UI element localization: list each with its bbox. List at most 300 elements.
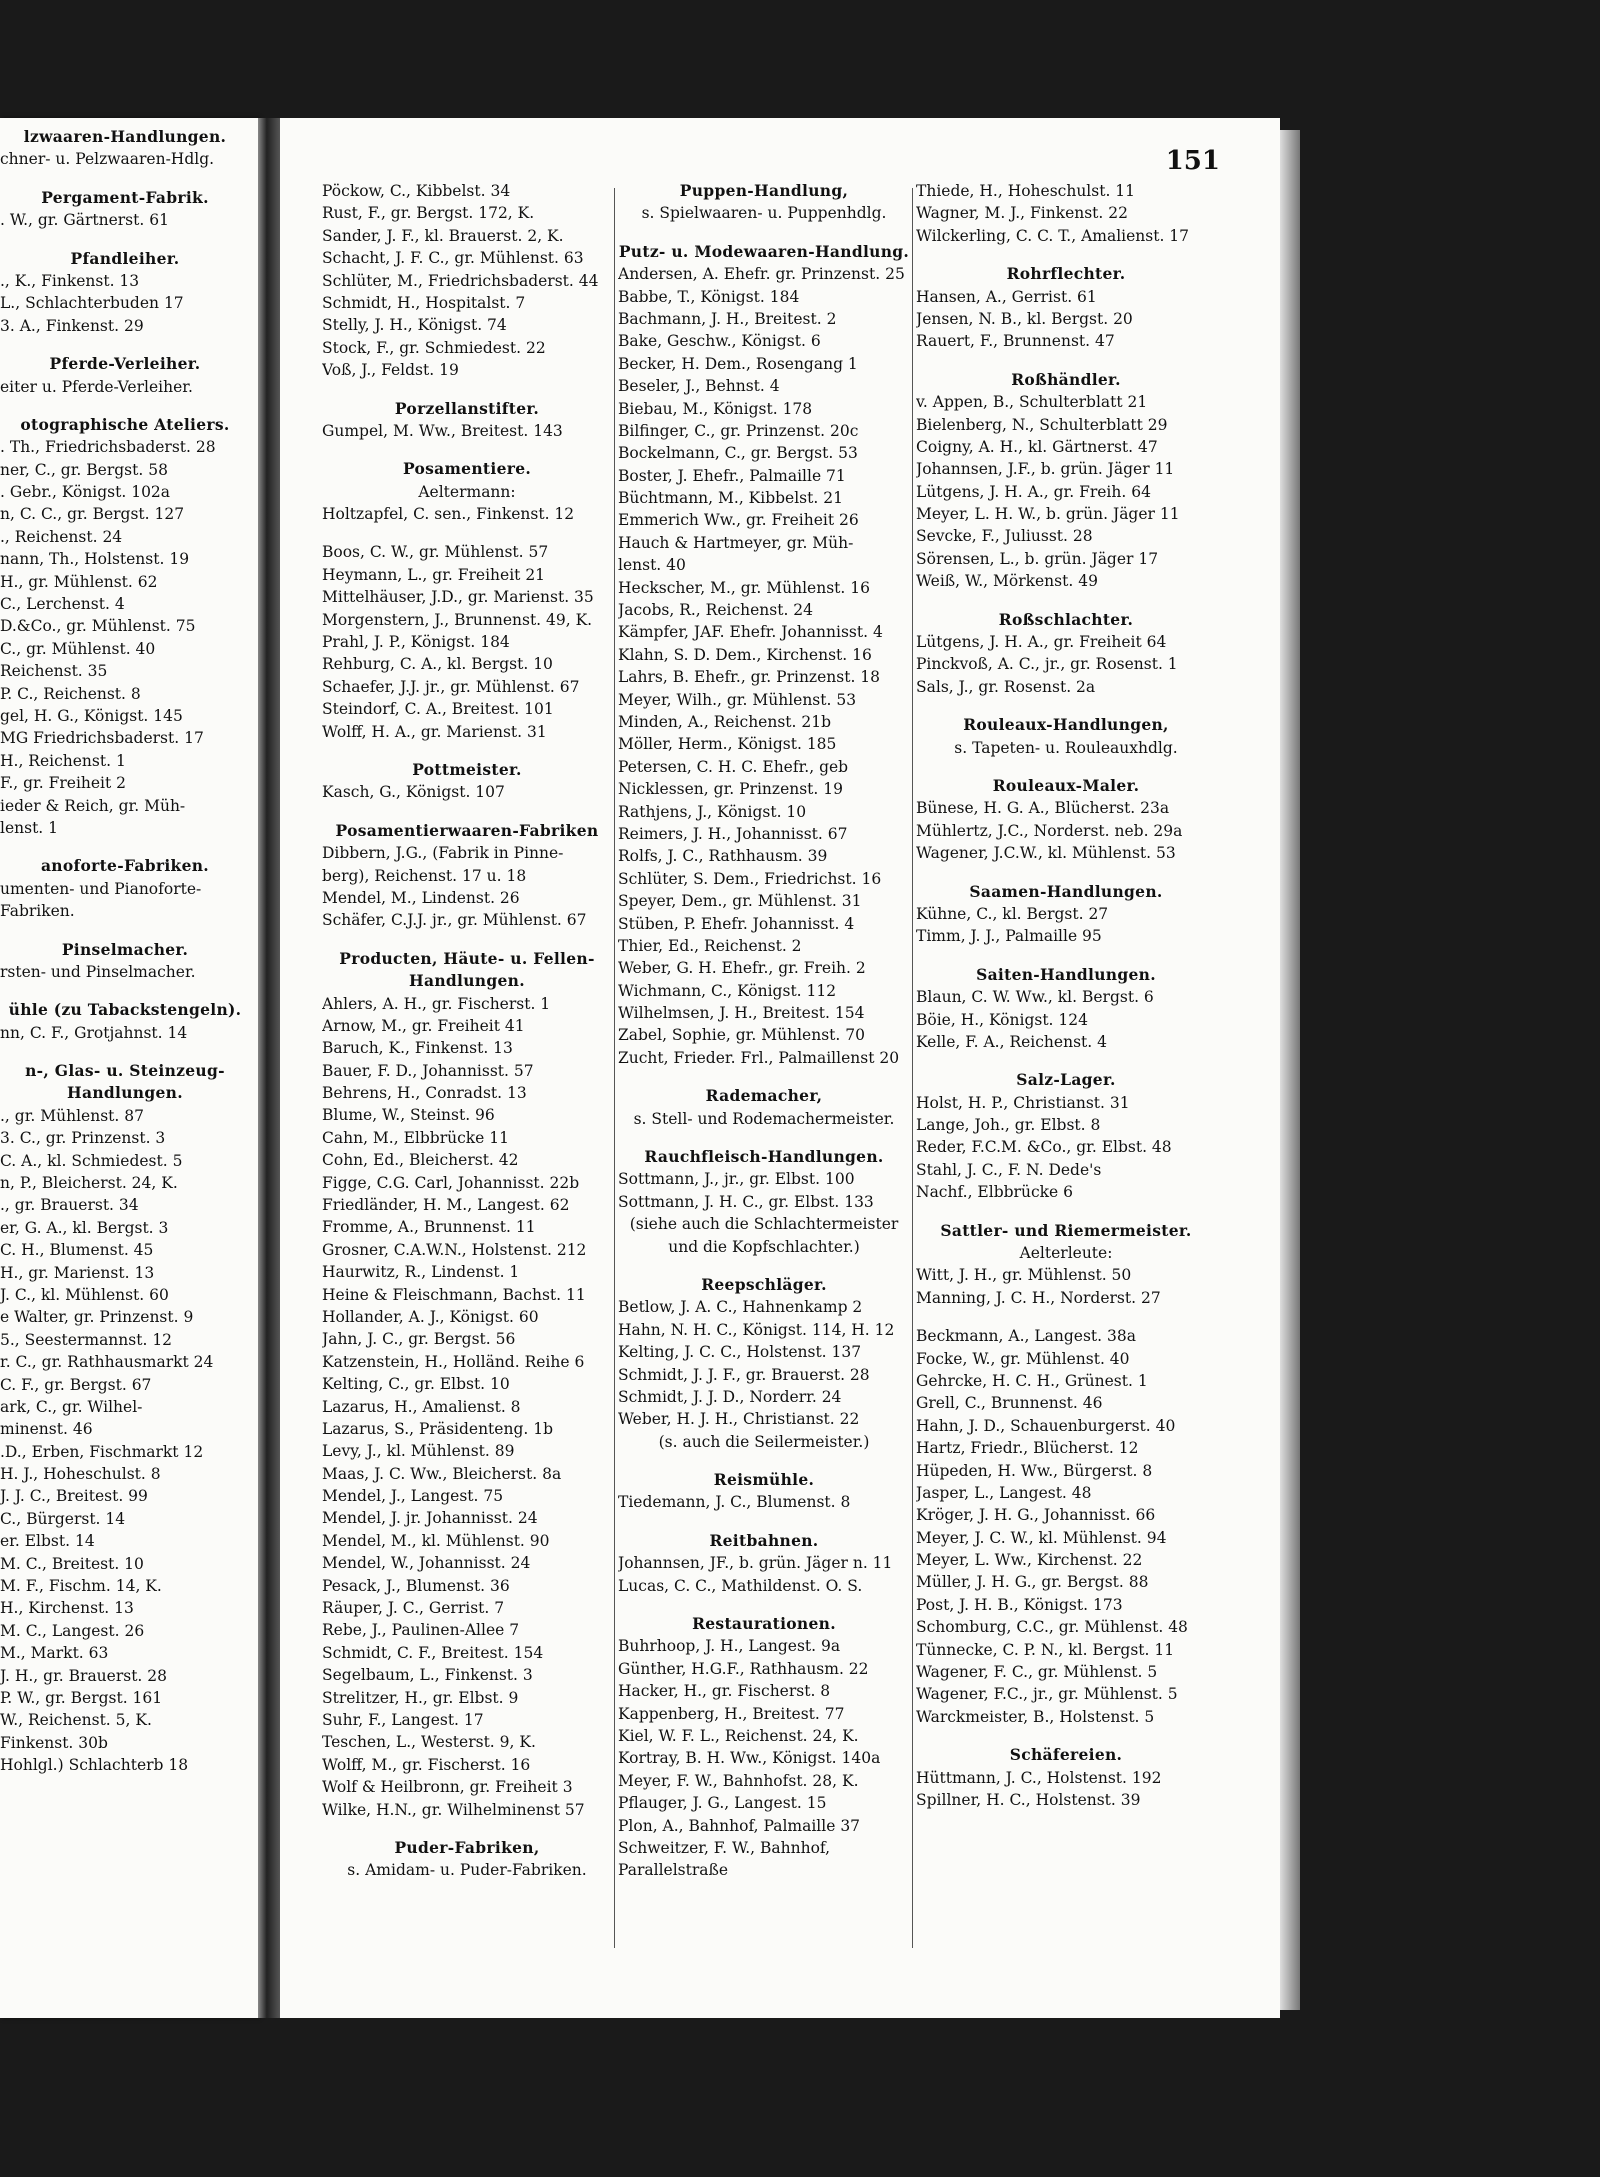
section-heading: Rouleaux-Handlungen, <box>963 715 1169 735</box>
directory-entry: Bilfinger, C., gr. Prinzenst. 20c <box>618 421 859 440</box>
directory-entry: Wolf & Heilbronn, gr. Freiheit 3 <box>322 1778 573 1797</box>
directory-entry: er, G. A., kl. Bergst. 3 <box>0 1218 169 1237</box>
directory-entry: F., gr. Freiheit 2 <box>0 774 127 793</box>
directory-entry: ., Reichenst. 24 <box>0 527 123 546</box>
directory-entry: Jahn, J. C., gr. Bergst. 56 <box>322 1330 516 1349</box>
section-heading: otographische Ateliers. <box>20 414 230 434</box>
directory-entry: Sals, J., gr. Rosenst. 2a <box>916 677 1096 696</box>
spacer <box>916 1053 1216 1069</box>
spacer <box>916 247 1216 263</box>
directory-entry: Figge, C.G. Carl, Johannisst. 22b <box>322 1173 580 1192</box>
directory-entry: Johannsen, JF., b. grün. Jäger n. 11 <box>618 1554 893 1573</box>
section-heading: n-, Glas- u. Steinzeug- <box>25 1061 225 1081</box>
directory-entry: Kühne, C., kl. Bergst. 27 <box>916 904 1109 923</box>
directory-entry: C. H., Blumenst. 45 <box>0 1241 154 1260</box>
directory-entry: MG Friedrichsbaderst. 17 <box>0 729 204 748</box>
directory-entry: Warckmeister, B., Holstenst. 5 <box>916 1707 1155 1726</box>
directory-entry: Kortray, B. H. Ww., Königst. 140a <box>618 1749 881 1768</box>
spacer <box>618 1258 910 1274</box>
directory-entry: Arnow, M., gr. Freiheit 41 <box>322 1016 525 1035</box>
spacer <box>322 442 612 458</box>
section-heading: Reismühle. <box>713 1470 815 1490</box>
directory-entry: Finkenst. 30b <box>0 1733 108 1752</box>
directory-entry: Kasch, G., Königst. 107 <box>322 783 505 802</box>
section-heading: Schäfereien. <box>1009 1745 1123 1765</box>
directory-entry: Biebau, M., Königst. 178 <box>618 399 813 418</box>
directory-entry: L., Schlachterbuden 17 <box>0 294 184 313</box>
directory-entry: Bake, Geschw., Königst. 6 <box>618 332 821 351</box>
spacer <box>0 337 250 353</box>
section-note: s. Stell- und Rodemachermeister. <box>633 1109 895 1128</box>
section-heading: Salz-Lager. <box>1016 1070 1116 1090</box>
directory-entry: Holst, H. P., Christianst. 31 <box>916 1093 1130 1112</box>
section-heading: Handlungen. <box>67 1083 183 1103</box>
directory-entry: M. C., Breitest. 10 <box>0 1554 144 1573</box>
directory-entry: Timm, J. J., Palmaille 95 <box>916 927 1102 946</box>
spacer <box>0 232 250 248</box>
section-heading: Handlungen. <box>409 971 525 991</box>
column-divider <box>912 188 913 1948</box>
section-heading: Porzellanstifter. <box>394 398 540 418</box>
directory-entry: Wagner, M. J., Finkenst. 22 <box>916 204 1128 223</box>
section-heading: Rauchfleisch-Handlungen. <box>644 1147 884 1167</box>
section-heading: Pfandleiher. <box>70 248 180 268</box>
directory-entry: ., K., Finkenst. 13 <box>0 271 140 290</box>
directory-entry: Sottmann, J. H. C., gr. Elbst. 133 <box>618 1192 874 1211</box>
directory-entry: Schaefer, J.J. jr., gr. Mühlenst. 67 <box>322 677 580 696</box>
directory-entry: Bachmann, J. H., Breitest. 2 <box>618 309 837 328</box>
section-note: s. Spielwaaren- u. Puppenhdlg. <box>641 204 887 223</box>
directory-entry: Wagener, F.C., jr., gr. Mühlenst. 5 <box>916 1685 1178 1704</box>
directory-entry: Grosner, C.A.W.N., Holstenst. 212 <box>322 1240 587 1259</box>
directory-entry: lenst. 40 <box>618 556 686 575</box>
page-edge <box>1280 130 1300 2010</box>
directory-entry: Jacobs, R., Reichenst. 24 <box>618 601 814 620</box>
section-heading: Pergament-Fabrik. <box>41 187 209 207</box>
directory-entry: chner- u. Pelzwaaren-Hdlg. <box>0 150 215 169</box>
directory-entry: Kelting, J. C. C., Holstenst. 137 <box>618 1343 862 1362</box>
directory-entry: Andersen, A. Ehefr. gr. Prinzenst. 25 <box>618 265 905 284</box>
directory-entry: Hahn, J. D., Schauenburgerst. 40 <box>916 1416 1176 1435</box>
directory-entry: Kröger, J. H. G., Johannisst. 66 <box>916 1506 1156 1525</box>
directory-entry: nn, C. F., Grotjahnst. 14 <box>0 1023 188 1042</box>
spacer <box>916 759 1216 775</box>
section-note: (siehe auch die Schlachtermeister <box>629 1215 899 1234</box>
directory-entry: Plon, A., Bahnhof, Palmaille 37 <box>618 1816 861 1835</box>
directory-entry: Meyer, F. W., Bahnhofst. 28, K. <box>618 1771 859 1790</box>
directory-entry: H., Kirchenst. 13 <box>0 1599 134 1618</box>
directory-entry: 3. C., gr. Prinzenst. 3 <box>0 1129 166 1148</box>
directory-column-1 <box>322 180 612 1882</box>
section-heading: Roßhändler. <box>1011 369 1121 389</box>
directory-entry: H., gr. Marienst. 13 <box>0 1263 155 1282</box>
section-note: s. Amidam- u. Puder-Fabriken. <box>347 1861 587 1880</box>
directory-entry: Klahn, S. D. Dem., Kirchenst. 16 <box>618 645 872 664</box>
directory-entry: Pflauger, J. G., Langest. 15 <box>618 1794 827 1813</box>
directory-entry: 3. A., Finkenst. 29 <box>0 316 144 335</box>
directory-entry: Hüpeden, H. Ww., Bürgerst. 8 <box>916 1461 1153 1480</box>
section-heading: Saiten-Handlungen. <box>976 964 1156 984</box>
section-heading: Rohrflechter. <box>1006 264 1126 284</box>
directory-entry: Rebe, J., Paulinen-Allee 7 <box>322 1621 520 1640</box>
directory-entry: Schmidt, H., Hospitalst. 7 <box>322 293 526 312</box>
directory-entry: J. C., kl. Mühlenst. 60 <box>0 1285 169 1304</box>
directory-entry: Grell, C., Brunnenst. 46 <box>916 1394 1103 1413</box>
spacer <box>916 1309 1216 1325</box>
directory-entry: H., gr. Mühlenst. 62 <box>0 572 158 591</box>
directory-entry: Meyer, J. C. W., kl. Mühlenst. 94 <box>916 1528 1167 1547</box>
directory-entry: Johannsen, J.F., b. grün. Jäger 11 <box>916 460 1175 479</box>
directory-entry: Schmidt, J. J. F., gr. Brauerst. 28 <box>618 1365 870 1384</box>
directory-entry: Fromme, A., Brunnenst. 11 <box>322 1218 536 1237</box>
directory-entry: Weiß, W., Mörkenst. 49 <box>916 572 1098 591</box>
directory-entry: ., gr. Mühlenst. 87 <box>0 1106 144 1125</box>
directory-entry: .D., Erben, Fischmarkt 12 <box>0 1442 204 1461</box>
spacer <box>916 593 1216 609</box>
directory-entry: Behrens, H., Conradst. 13 <box>322 1084 527 1103</box>
directory-entry: Gumpel, M. Ww., Breitest. 143 <box>322 421 563 440</box>
directory-entry: Schomburg, C.C., gr. Mühlenst. 48 <box>916 1618 1188 1637</box>
directory-entry: ark, C., gr. Wilhel- <box>0 1397 143 1416</box>
directory-entry: Ahlers, A. H., gr. Fischerst. 1 <box>322 994 551 1013</box>
directory-entry: J. H., gr. Brauerst. 28 <box>0 1666 168 1685</box>
section-heading: Roßschlachter. <box>998 609 1134 629</box>
directory-entry: Kelle, F. A., Reichenst. 4 <box>916 1032 1107 1051</box>
directory-entry: er. Elbst. 14 <box>0 1532 95 1551</box>
directory-entry: Schlüter, M., Friedrichsbaderst. 44 <box>322 271 599 290</box>
directory-entry: Levy, J., kl. Mühlenst. 89 <box>322 1442 515 1461</box>
directory-entry: Minden, A., Reichenst. 21b <box>618 712 832 731</box>
directory-entry: Holtzapfel, C. sen., Finkenst. 12 <box>322 505 575 524</box>
section-heading: Producten, Häute- u. Fellen- <box>339 948 595 968</box>
directory-entry: Blume, W., Steinst. 96 <box>322 1106 495 1125</box>
directory-entry: H. J., Hoheschulst. 8 <box>0 1465 161 1484</box>
directory-entry: Schacht, J. F. C., gr. Mühlenst. 63 <box>322 249 584 268</box>
directory-entry: Katzenstein, H., Holländ. Reihe 6 <box>322 1352 585 1371</box>
spacer <box>618 225 910 241</box>
directory-entry: minenst. 46 <box>0 1420 93 1439</box>
directory-entry: H., Reichenst. 1 <box>0 751 126 770</box>
spacer <box>0 171 250 187</box>
directory-entry: r. C., gr. Rathhausmarkt 24 <box>0 1353 214 1372</box>
spacer <box>618 1130 910 1146</box>
directory-entry: Rust, F., gr. Bergst. 172, K. <box>322 204 535 223</box>
section-heading: lzwaaren-Handlungen. <box>23 127 227 146</box>
directory-entry: Spillner, H. C., Holstenst. 39 <box>916 1791 1141 1809</box>
directory-entry: Emmerich Ww., gr. Freiheit 26 <box>618 511 859 530</box>
section-heading: Rademacher, <box>705 1086 823 1106</box>
directory-entry: Bockelmann, C., gr. Bergst. 53 <box>618 444 858 463</box>
directory-entry: v. Appen, B., Schulterblatt 21 <box>916 393 1148 412</box>
directory-entry: Prahl, J. P., Königst. 184 <box>322 633 510 652</box>
directory-entry: Wolff, M., gr. Fischerst. 16 <box>322 1755 531 1774</box>
section-heading: ühle (zu Tabackstengeln). <box>8 1000 242 1020</box>
directory-entry: Hohlgl.) Schlachterb 18 <box>0 1756 189 1775</box>
directory-entry: D.&Co., gr. Mühlenst. 75 <box>0 617 196 636</box>
directory-entry: . W., gr. Gärtnerst. 61 <box>0 211 169 230</box>
directory-entry: Heine & Fleischmann, Bachst. 11 <box>322 1285 586 1304</box>
directory-entry: Jasper, L., Langest. 48 <box>916 1483 1092 1502</box>
section-note: und die Kopfschlachter.) <box>668 1237 860 1256</box>
directory-entry: Reimers, J. H., Johannisst. 67 <box>618 824 848 843</box>
directory-entry: M. F., Fischm. 14, K. <box>0 1577 162 1596</box>
directory-entry: berg), Reichenst. 17 u. 18 <box>322 866 527 885</box>
directory-entry: Rauert, F., Brunnenst. 47 <box>916 332 1115 351</box>
directory-entry: Dibbern, J.G., (Fabrik in Pinne- <box>322 844 564 863</box>
spacer <box>0 923 250 939</box>
section-heading: Pinselmacher. <box>61 939 189 959</box>
directory-entry: Cohn, Ed., Bleicherst. 42 <box>322 1151 519 1170</box>
directory-entry: Rolfs, J. C., Rathhausm. 39 <box>618 847 828 866</box>
directory-entry: Wagener, F. C., gr. Mühlenst. 5 <box>916 1663 1158 1682</box>
directory-entry: Meyer, L. Ww., Kirchenst. 22 <box>916 1551 1143 1570</box>
directory-entry: . Gebr., Königst. 102a <box>0 483 171 502</box>
directory-entry: Lucas, C. C., Mathildenst. O. S. <box>618 1576 863 1595</box>
directory-entry: Nachf., Elbbrücke 6 <box>916 1183 1073 1202</box>
directory-entry: Rathjens, J., Königst. 10 <box>618 802 807 821</box>
spacer <box>322 804 612 820</box>
section-heading: Rouleaux-Maler. <box>992 775 1140 795</box>
directory-entry: Lange, Joh., gr. Elbst. 8 <box>916 1116 1101 1135</box>
directory-entry: Weber, G. H. Ehefr., gr. Freih. 2 <box>618 959 866 978</box>
directory-entry: lenst. 1 <box>0 818 59 837</box>
directory-entry: Mendel, M., kl. Mühlenst. 90 <box>322 1531 550 1550</box>
directory-entry: Segelbaum, L., Finkenst. 3 <box>322 1666 533 1685</box>
section-heading: Puppen-Handlung, <box>679 181 849 200</box>
directory-entry: Witt, J. H., gr. Mühlenst. 50 <box>916 1266 1132 1285</box>
directory-entry: Manning, J. C. H., Norderst. 27 <box>916 1288 1161 1307</box>
directory-entry: Beckmann, A., Langest. 38a <box>916 1327 1136 1346</box>
directory-entry: Fabriken. <box>0 902 75 921</box>
directory-entry: Hahn, N. H. C., Königst. 114, H. 12 <box>618 1320 895 1339</box>
section-heading: Reepschläger. <box>701 1274 827 1294</box>
directory-entry: Sottmann, J., jr., gr. Elbst. 100 <box>618 1170 855 1189</box>
directory-entry: Gehrcke, H. C. H., Grünest. 1 <box>916 1371 1148 1390</box>
directory-entry: rsten- und Pinselmacher. <box>0 962 196 981</box>
spacer <box>0 1044 250 1060</box>
directory-entry: n, C. C., gr. Bergst. 127 <box>0 505 185 524</box>
directory-entry: Reder, F.C.M. &Co., gr. Elbst. 48 <box>916 1138 1172 1157</box>
directory-entry: Steindorf, C. A., Breitest. 101 <box>322 700 554 719</box>
directory-entry: ieder & Reich, gr. Müh- <box>0 796 186 815</box>
spacer <box>618 1453 910 1469</box>
section-note: s. Tapeten- u. Rouleauxhdlg. <box>954 738 1178 757</box>
spacer <box>916 698 1216 714</box>
directory-entry: Cahn, M., Elbbrücke 11 <box>322 1128 509 1147</box>
spacer <box>322 932 612 948</box>
directory-entry: Speyer, Dem., gr. Mühlenst. 31 <box>618 892 862 911</box>
directory-entry: Bielenberg, N., Schulterblatt 29 <box>916 415 1168 434</box>
directory-entry: Petersen, C. H. C. Ehefr., geb <box>618 757 849 776</box>
directory-entry: Lazarus, S., Präsidenteng. 1b <box>322 1419 554 1438</box>
spacer <box>916 948 1216 964</box>
section-heading: Posamentierwaaren-Fabriken <box>335 820 599 840</box>
spacer <box>618 1597 910 1613</box>
directory-entry: Teschen, L., Westerst. 9, K. <box>322 1733 536 1752</box>
directory-entry: C., Lerchenst. 4 <box>0 595 125 614</box>
directory-entry: Blaun, C. W. Ww., kl. Bergst. 6 <box>916 988 1154 1007</box>
page-number: 151 <box>1165 146 1220 176</box>
directory-entry: Wilhelmsen, J. H., Breitest. 154 <box>618 1004 865 1023</box>
directory-entry: Mendel, W., Johannisst. 24 <box>322 1554 531 1573</box>
directory-entry: Wilke, H.N., gr. Wilhelminenst 57 <box>322 1800 585 1819</box>
directory-entry: Wilckerling, C. C. T., Amalienst. 17 <box>916 226 1190 245</box>
directory-entry: J. J. C., Breitest. 99 <box>0 1487 148 1506</box>
directory-entry: Lazarus, H., Amalienst. 8 <box>322 1397 521 1416</box>
directory-entry: Thiede, H., Hoheschulst. 11 <box>916 182 1136 200</box>
directory-entry: Morgenstern, J., Brunnenst. 49, K. <box>322 610 593 629</box>
directory-entry: Lahrs, B. Ehefr., gr. Prinzenst. 18 <box>618 668 881 687</box>
directory-entry: Stelly, J. H., Königst. 74 <box>322 316 507 335</box>
directory-entry: e Walter, gr. Prinzenst. 9 <box>0 1308 194 1327</box>
directory-entry: Hollander, A. J., Königst. 60 <box>322 1307 539 1326</box>
section-note: Aelterleute: <box>1019 1244 1113 1263</box>
directory-entry: Böie, H., Königst. 124 <box>916 1010 1088 1029</box>
left-page-fragment <box>0 118 258 2018</box>
directory-entry: Pöckow, C., Kibbelst. 34 <box>322 182 511 200</box>
directory-entry: Mittelhäuser, J.D., gr. Marienst. 35 <box>322 588 594 607</box>
spacer <box>916 865 1216 881</box>
directory-entry: Zabel, Sophie, gr. Mühlenst. 70 <box>618 1026 865 1045</box>
directory-entry: gel, H. G., Königst. 145 <box>0 706 183 725</box>
directory-entry: Boos, C. W., gr. Mühlenst. 57 <box>322 543 549 562</box>
left-page-column <box>0 126 250 1777</box>
directory-entry: Hansen, A., Gerrist. 61 <box>916 287 1097 306</box>
directory-entry: P. C., Reichenst. 8 <box>0 684 141 703</box>
directory-entry: Jensen, N. B., kl. Bergst. 20 <box>916 309 1133 328</box>
directory-entry: Wolff, H. A., gr. Marienst. 31 <box>322 722 547 741</box>
directory-entry: Boster, J. Ehefr., Palmaille 71 <box>618 466 846 485</box>
directory-entry: C., gr. Mühlenst. 40 <box>0 639 156 658</box>
directory-entry: Wichmann, C., Königst. 112 <box>618 981 837 1000</box>
directory-entry: Sander, J. F., kl. Brauerst. 2, K. <box>322 226 564 245</box>
directory-entry: Betlow, J. A. C., Hahnenkamp 2 <box>618 1298 863 1317</box>
directory-column-3 <box>916 180 1216 1811</box>
directory-entry: C. F., gr. Bergst. 67 <box>0 1375 152 1394</box>
section-heading: Sattler- und Riemermeister. <box>940 1220 1192 1240</box>
directory-entry: Räuper, J. C., Gerrist. 7 <box>322 1599 505 1618</box>
directory-entry: Bünese, H. G. A., Blücherst. 23a <box>916 799 1170 818</box>
section-heading: Putz- u. Modewaaren-Handlung. <box>618 241 910 261</box>
directory-entry: Post, J. H. B., Königst. 173 <box>916 1595 1123 1614</box>
directory-entry: Voß, J., Feldst. 19 <box>322 361 459 380</box>
section-heading: Puder-Fabriken, <box>394 1837 540 1857</box>
book-gutter <box>258 118 280 2018</box>
spacer <box>0 839 250 855</box>
directory-entry: Focke, W., gr. Mühlenst. 40 <box>916 1349 1130 1368</box>
directory-entry: Babbe, T., Königst. 184 <box>618 287 800 306</box>
directory-entry: Meyer, L. H. W., b. grün. Jäger 11 <box>916 505 1180 524</box>
directory-entry: Weber, H. J. H., Christianst. 22 <box>618 1410 860 1429</box>
column-divider <box>614 188 615 1948</box>
directory-entry: Müller, J. H. G., gr. Bergst. 88 <box>916 1573 1149 1592</box>
directory-entry: Pesack, J., Blumenst. 36 <box>322 1576 510 1595</box>
spacer <box>322 382 612 398</box>
spacer <box>0 983 250 999</box>
directory-entry: Stüben, P. Ehefr. Johannisst. 4 <box>618 914 855 933</box>
directory-entry: Becker, H. Dem., Rosengang 1 <box>618 354 858 373</box>
directory-entry: ., gr. Brauerst. 34 <box>0 1196 139 1215</box>
directory-entry: C. A., kl. Schmiedest. 5 <box>0 1151 183 1170</box>
spacer <box>618 1069 910 1085</box>
directory-entry: Rehburg, C. A., kl. Bergst. 10 <box>322 655 553 674</box>
directory-entry: M., Markt. 63 <box>0 1644 109 1663</box>
directory-entry: Hartz, Friedr., Blücherst. 12 <box>916 1439 1139 1458</box>
directory-entry: Sevcke, F., Juliusst. 28 <box>916 527 1093 546</box>
spacer <box>916 1204 1216 1220</box>
directory-column-2 <box>618 180 910 1882</box>
directory-entry: Lütgens, J. H. A., gr. Freih. 64 <box>916 482 1151 501</box>
directory-entry: Wagener, J.C.W., kl. Mühlenst. 53 <box>916 844 1176 863</box>
directory-entry: P. W., gr. Bergst. 161 <box>0 1689 163 1707</box>
directory-entry: Mendel, J. jr. Johannisst. 24 <box>322 1509 538 1528</box>
directory-entry: Lütgens, J. H. A., gr. Freiheit 64 <box>916 633 1167 652</box>
directory-entry: Kelting, C., gr. Elbst. 10 <box>322 1375 510 1394</box>
spacer <box>0 398 250 414</box>
section-heading: anoforte-Fabriken. <box>40 856 210 876</box>
spacer <box>916 353 1216 369</box>
directory-entry: Heymann, L., gr. Freiheit 21 <box>322 565 546 584</box>
section-heading: Restaurationen. <box>692 1614 836 1634</box>
spacer <box>322 1821 612 1837</box>
directory-entry: Reichenst. 35 <box>0 662 108 681</box>
directory-entry: Stock, F., gr. Schmiedest. 22 <box>322 338 546 357</box>
directory-entry: C., Bürgerst. 14 <box>0 1509 126 1528</box>
directory-entry: Zucht, Frieder. Frl., Palmaillenst 20 <box>618 1048 900 1067</box>
directory-entry: Coigny, A. H., kl. Gärtnerst. 47 <box>916 437 1158 456</box>
directory-entry: ner, C., gr. Bergst. 58 <box>0 460 168 479</box>
directory-entry: Pinckvoß, A. C., jr., gr. Rosenst. 1 <box>916 655 1178 674</box>
directory-entry: Kämpfer, JAF. Ehefr. Johannisst. 4 <box>618 623 883 642</box>
directory-entry: W., Reichenst. 5, K. <box>0 1711 152 1730</box>
directory-entry: nann, Th., Holstenst. 19 <box>0 550 190 569</box>
directory-entry: Günther, H.G.F., Rathhausm. 22 <box>618 1659 869 1678</box>
section-note: Aeltermann: <box>418 482 516 501</box>
directory-entry: eiter u. Pferde-Verleiher. <box>0 377 193 396</box>
directory-entry: Stahl, J. C., F. N. Dede's <box>916 1160 1102 1179</box>
directory-entry: umenten- und Pianoforte- <box>0 879 202 898</box>
directory-entry: Kiel, W. F. L., Reichenst. 24, K. <box>618 1727 859 1745</box>
directory-entry: Möller, Herm., Königst. 185 <box>618 735 837 754</box>
directory-entry: Strelitzer, H., gr. Elbst. 9 <box>322 1688 519 1707</box>
directory-entry: Parallelstraße <box>618 1861 729 1880</box>
directory-entry: Hauch & Hartmeyer, gr. Müh- <box>618 533 854 552</box>
directory-entry: Schmidt, C. F., Breitest. 154 <box>322 1643 544 1662</box>
directory-entry: Tiedemann, J. C., Blumenst. 8 <box>618 1493 851 1512</box>
spacer <box>618 1514 910 1530</box>
directory-entry: Suhr, F., Langest. 17 <box>322 1711 484 1729</box>
directory-entry: Schweitzer, F. W., Bahnhof, <box>618 1838 831 1857</box>
section-heading: Reitbahnen. <box>709 1530 819 1550</box>
directory-entry: Thier, Ed., Reichenst. 2 <box>618 936 802 955</box>
directory-entry: 5., Seestermannst. 12 <box>0 1330 173 1349</box>
directory-entry: Nicklessen, gr. Prinzenst. 19 <box>618 780 843 799</box>
directory-entry: Schäfer, C.J.J. jr., gr. Mühlenst. 67 <box>322 911 587 930</box>
right-page <box>280 118 1280 2018</box>
directory-entry: Schmidt, J. J. D., Norderr. 24 <box>618 1387 842 1406</box>
section-heading: Pferde-Verleiher. <box>49 354 201 374</box>
directory-entry: Beseler, J., Behnst. 4 <box>618 377 780 396</box>
section-heading: Posamentiere. <box>402 459 532 479</box>
directory-entry: Friedländer, H. M., Langest. 62 <box>322 1196 570 1215</box>
directory-entry: Sörensen, L., b. grün. Jäger 17 <box>916 549 1159 568</box>
spacer <box>916 1728 1216 1744</box>
directory-entry: Hacker, H., gr. Fischerst. 8 <box>618 1682 831 1701</box>
directory-entry: Schlüter, S. Dem., Friedrichst. 16 <box>618 869 882 888</box>
directory-entry: Buhrhoop, J. H., Langest. 9a <box>618 1637 841 1656</box>
directory-entry: n, P., Bleicherst. 24, K. <box>0 1174 178 1193</box>
directory-entry: Baruch, K., Finkenst. 13 <box>322 1039 513 1058</box>
